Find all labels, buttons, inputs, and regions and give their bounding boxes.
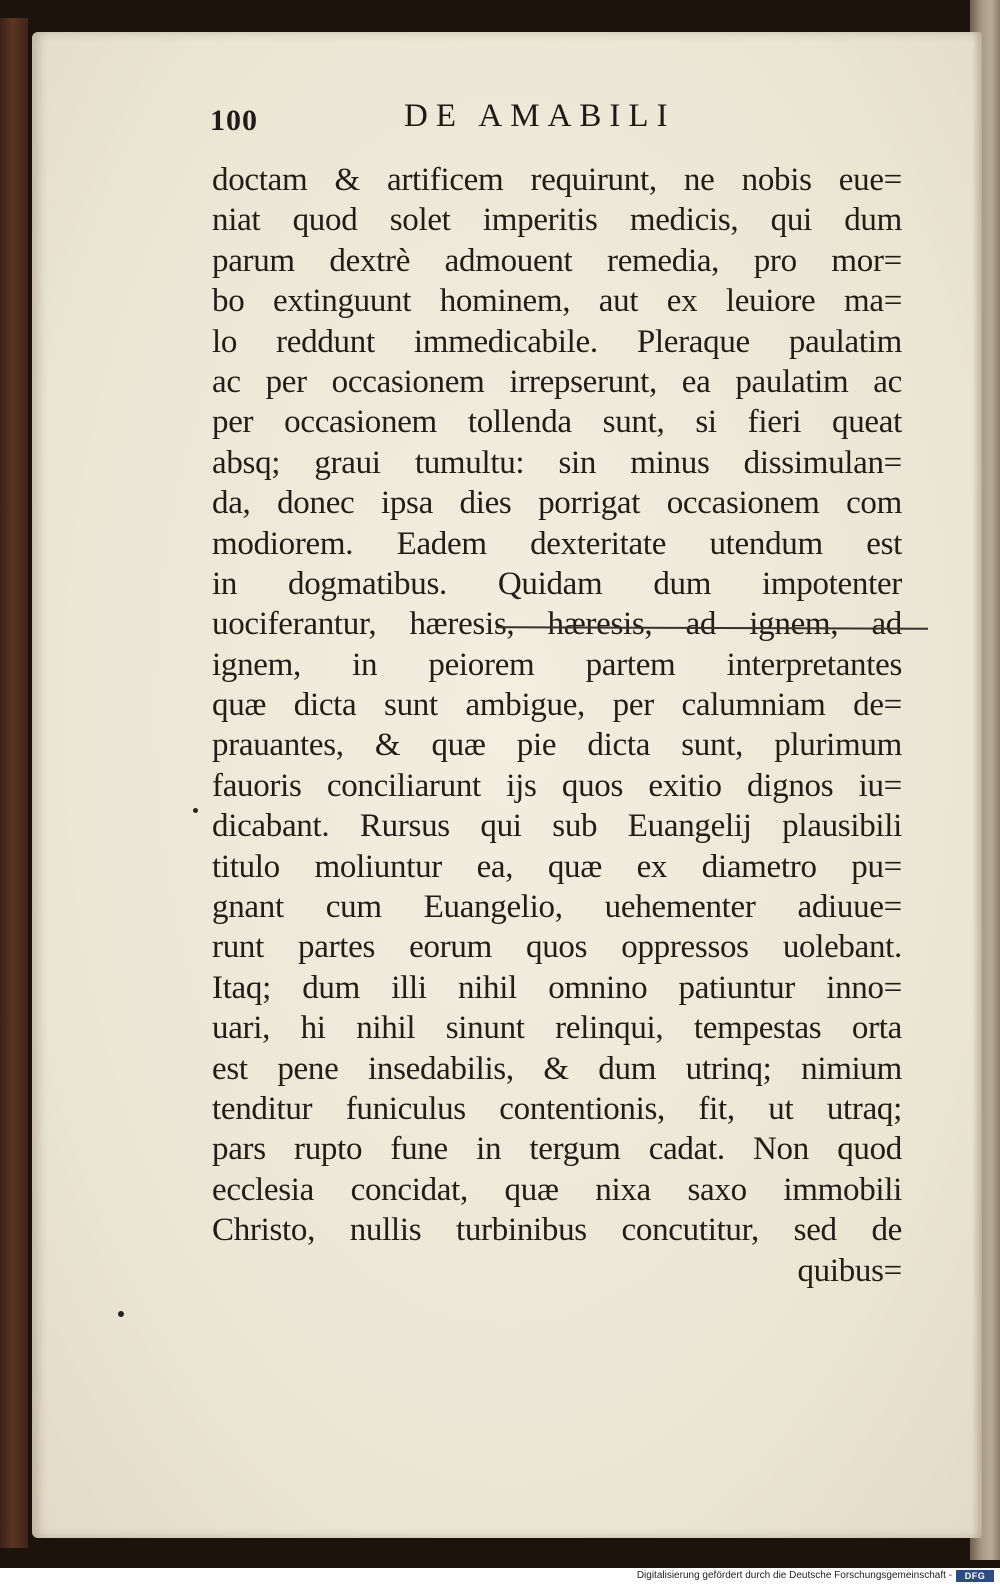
text-line: in dogmatibus. Quidam dum impotenter [212, 565, 902, 602]
text-line: uari, hi nihil sinunt relinqui, tempestas orta [212, 1010, 902, 1047]
text-line: absq; graui tumultu: sin minus dissimulan= [212, 444, 902, 481]
text-line: doctam & artificem requirunt, ne nobis eue= [212, 162, 902, 198]
page-number: 100 [210, 104, 258, 137]
book-cover-left-edge [0, 18, 28, 1548]
text-line: Christo, nullis turbinibus concutitur, sed de [212, 1212, 902, 1249]
ink-spot [193, 808, 198, 813]
text-line: tenditur funiculus contentionis, fit, ut utraq; [212, 1090, 902, 1127]
text-line: pars rupto fune in tergum cadat. Non quod [212, 1131, 902, 1168]
text-line: prauantes, & quæ pie dicta sunt, plurimum [212, 727, 902, 764]
text-line: da, donec ipsa dies porrigat occasionem com [212, 485, 902, 522]
text-line: est pene insedabilis, & dum utrinq; nimium [212, 1050, 902, 1087]
digitization-footer [0, 1568, 1000, 1585]
text-line: Itaq; dum illi nihil omnino patiuntur inno= [212, 969, 902, 1006]
text-line: dicabant. Rursus qui sub Euangelij plausibili [212, 808, 902, 845]
text-line: per occasionem tollenda sunt, si fieri queat [212, 404, 902, 441]
text-line: uociferantur, hæresis, hæresis, ad ignem, ad [212, 606, 902, 643]
text-line: ignem, in peiorem partem interpretantes [212, 646, 902, 683]
text-line: ecclesia concidat, quæ nixa saxo immobili [212, 1171, 902, 1208]
text-line: parum dextrè admouent remedia, pro mor= [212, 242, 902, 279]
page-edge-shadow [972, 32, 982, 1538]
body-text [212, 160, 902, 1291]
text-line: gnant cum Euangelio, uehementer adiuue= [212, 889, 902, 926]
text-line: lo reddunt immedicabile. Pleraque paulatim [212, 323, 902, 360]
text-line: quæ dicta sunt ambigue, per calumniam de= [212, 687, 902, 724]
text-line: titulo moliuntur ea, quæ ex diametro pu= [212, 848, 902, 885]
text-line: runt partes eorum quos oppressos uolebant. [212, 929, 902, 966]
text-line: bo extinguunt hominem, aut ex leuiore ma= [212, 283, 902, 320]
text-line: ac per occasionem irrepserunt, ea paulatim ac [212, 363, 902, 400]
text-line: fauoris conciliarunt ijs quos exitio dignos iu= [212, 767, 902, 804]
text-line: quibus= [797, 1252, 902, 1289]
footer-credit: Digitalisierung gefördert durch die Deutsche Forschungsgemeinschaft - [636, 1570, 952, 1581]
dfg-logo: DFG [956, 1570, 994, 1582]
running-head: DE AMABILI [404, 98, 676, 134]
ink-spot [118, 1311, 124, 1317]
text-line: modiorem. Eadem dexteritate utendum est [212, 525, 902, 562]
text-line: niat quod solet imperitis medicis, qui dum [212, 202, 902, 239]
